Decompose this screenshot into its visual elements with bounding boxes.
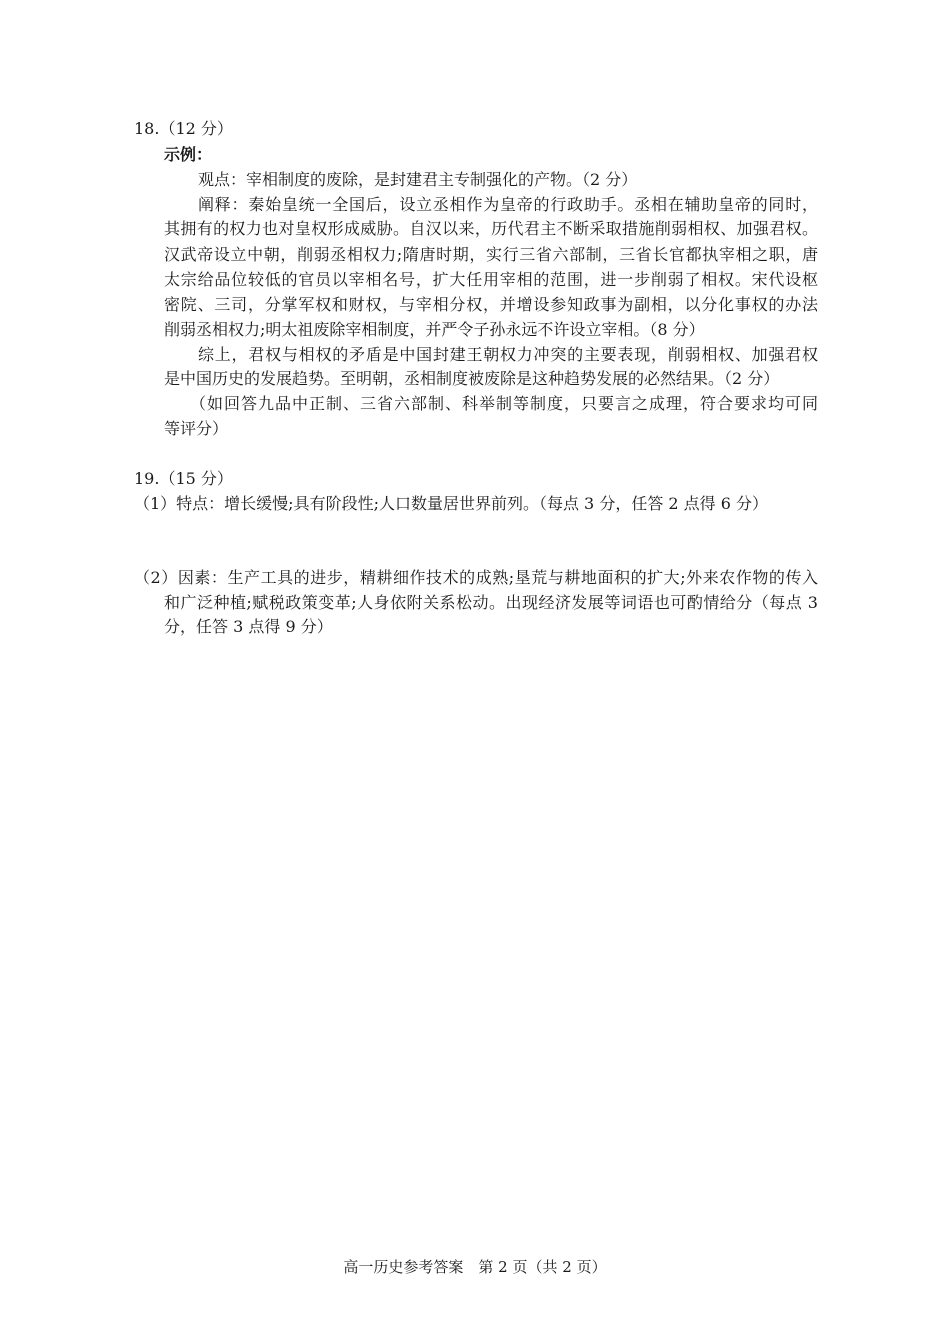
q19-part1: （1）特点：增长缓慢;具有阶段性;人口数量居世界前列。（每点 3 分，任答 2 点得 6 分） xyxy=(134,494,769,513)
q19-heading: 19.（15 分） xyxy=(134,469,233,488)
q18-viewpoint: 观点：宰相制度的废除，是封建君主专制强化的产物。（2 分） xyxy=(198,170,638,189)
q19-part2-line: 和广泛种植;赋税政策变革;人身依附关系松动。出现经济发展等词语也可酌情给分（每点 3 xyxy=(164,593,818,612)
page-footer: 高一历史参考答案 第 2 页（共 2 页） xyxy=(343,1258,607,1276)
q18-explanation-line: 阐释：秦始皇统一全国后，设立丞相作为皇帝的行政助手。丞相在辅助皇帝的同时， xyxy=(198,195,818,214)
q19-part2-line: 分，任答 3 点得 9 分） xyxy=(164,617,333,636)
q19-part2-line: （2）因素：生产工具的进步，精耕细作技术的成熟;垦荒与耕地面积的扩大;外来农作物的传入 xyxy=(134,568,818,587)
q18-explanation-line: 密院、三司，分掌军权和财权，与宰相分权，并增设参知政事为副相，以分化事权的办法 xyxy=(164,295,818,314)
q18-explanation-line: 汉武帝设立中朝，削弱丞相权力;隋唐时期，实行三省六部制，三省长官都执宰相之职，唐 xyxy=(164,245,818,264)
q18-example-label: 示例： xyxy=(164,145,213,164)
q18-conclusion-line: 是中国历史的发展趋势。至明朝，丞相制度被废除是这种趋势发展的必然结果。（2 分） xyxy=(164,369,780,388)
q18-heading: 18.（12 分） xyxy=(134,119,233,138)
q18-conclusion-line: 综上，君权与相权的矛盾是中国封建王朝权力冲突的主要表现，削弱相权、加强君权 xyxy=(198,345,818,364)
q18-explanation-line: 其拥有的权力也对皇权形成威胁。自汉以来，历代君主不断采取措施削弱相权、加强君权。 xyxy=(164,219,818,238)
q18-note-line: （如回答九品中正制、三省六部制、科举制等制度，只要言之成理，符合要求均可同 xyxy=(190,394,818,413)
q18-explanation-line: 太宗给品位较低的官员以宰相名号，扩大任用宰相的范围，进一步削弱了相权。宋代设枢 xyxy=(164,270,818,289)
q18-explanation-line: 削弱丞相权力;明太祖废除宰相制度，并严令子孙永远不许设立宰相。（8 分） xyxy=(164,320,705,339)
q18-note-line: 等评分） xyxy=(164,419,229,438)
